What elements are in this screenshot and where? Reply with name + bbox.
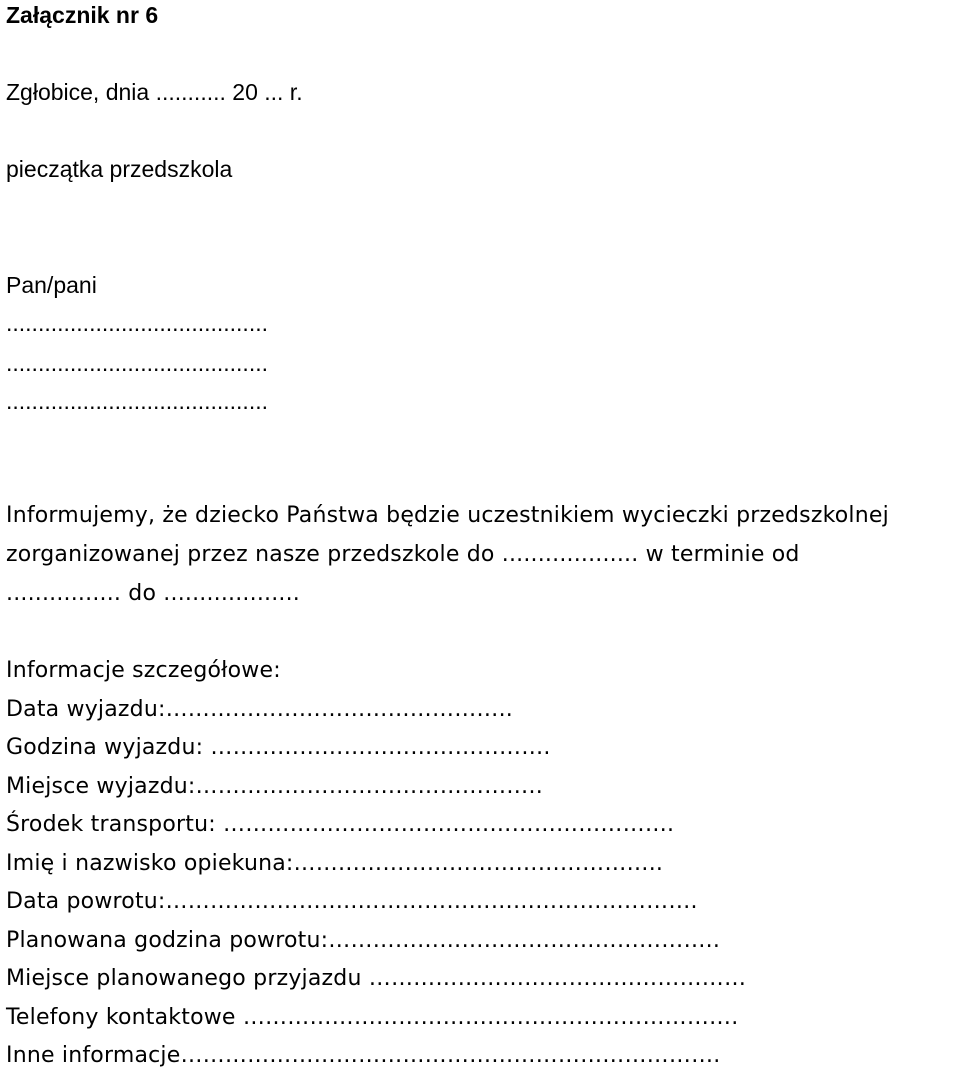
place-date-line: Zgłobice, dnia ........... 20 ... r. <box>6 79 303 105</box>
recipient-label: Pan/pani <box>6 272 97 298</box>
detail-field-guardian: Imię i nazwisko opiekuna:………………………………………….. <box>6 851 664 876</box>
recipient-line: ......................................... <box>6 350 268 376</box>
detail-field-transport: Środek transportu: ……………………………………………………. <box>6 812 675 837</box>
detail-field-other-info: Inne informacje………………………………………………………………. <box>6 1043 721 1068</box>
detail-field-return-date: Data powrotu:……………………..………………………………………. <box>6 889 698 914</box>
detail-field-contact-phones: Telefony kontaktowe …………………………………………………………. <box>6 1005 739 1030</box>
recipient-line: ......................................... <box>6 310 268 336</box>
detail-field-departure-place: Miejsce wyjazdu:……………………………………….. <box>6 774 543 799</box>
body-text-line: Informujemy, że dziecko Państwa będzie uczestnikiem wycieczki przedszkolnej <box>6 503 889 528</box>
stamp-label: pieczątka przedszkola <box>6 156 233 182</box>
detail-field-return-time: Planowana godzina powrotu:…………………………………………….. <box>6 928 721 953</box>
annex-title: Załącznik nr 6 <box>6 2 159 28</box>
detail-field-arrival-place: Miejsce planowanego przyjazdu …………………………………………… <box>6 966 747 991</box>
detail-field-departure-date: Data wyjazdu:……………………………………….. <box>6 697 513 722</box>
body-text-line: zorganizowanej przez nasze przedszkole do ................... w terminie od <box>6 542 800 567</box>
recipient-line: ......................................... <box>6 388 268 414</box>
details-heading: Informacje szczegółowe: <box>6 658 281 683</box>
detail-field-departure-time: Godzina wyjazdu: ………………………………………. <box>6 735 551 760</box>
body-text-line: ................ do ................... <box>6 581 300 606</box>
